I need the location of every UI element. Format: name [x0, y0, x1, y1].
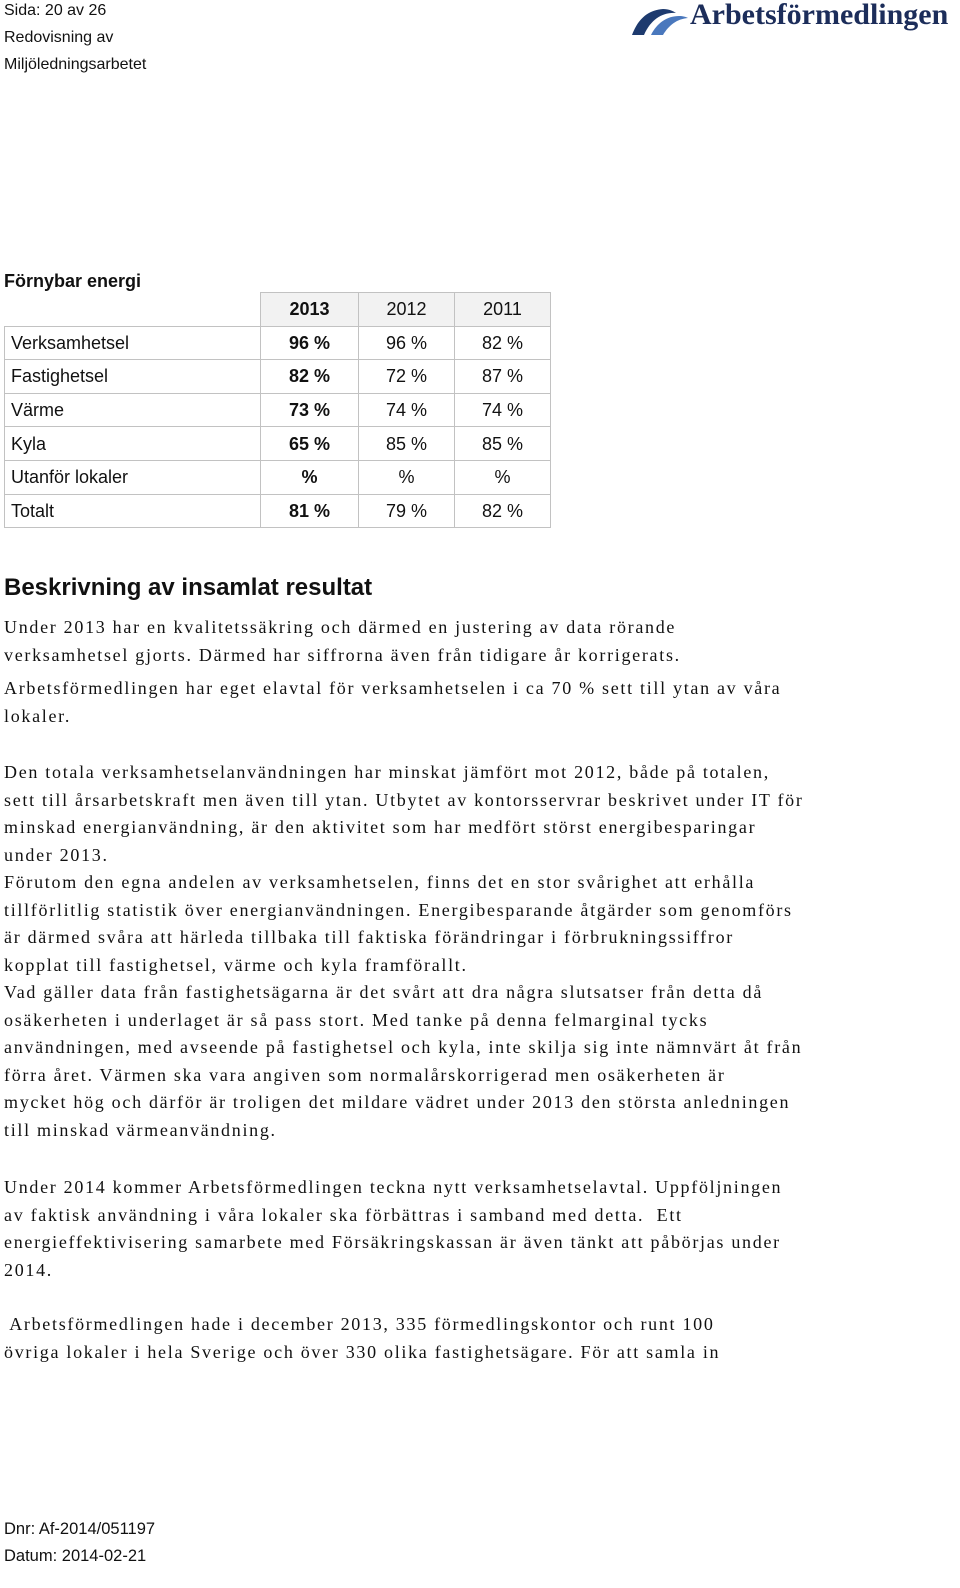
table-cell: 96 % — [261, 326, 359, 360]
paragraph-line: Den totala verksamhetselanvändningen har minskat jämfört mot 2012, både på totalen, — [4, 762, 770, 782]
column-header: 2012 — [359, 293, 455, 327]
body-paragraph — [4, 1174, 954, 1284]
table-cell: 65 % — [261, 427, 359, 461]
paragraph-line: Under 2014 kommer Arbetsförmedlingen teckna nytt verksamhetselavtal. Uppföljningen — [4, 1177, 783, 1197]
document-reference-number: Dnr: Af-2014/051197 — [4, 1520, 156, 1538]
table-cell: 87 % — [455, 360, 551, 394]
table-cell: 72 % — [359, 360, 455, 394]
table-row — [5, 393, 551, 427]
body-paragraph — [4, 759, 954, 869]
paragraph-line: av faktisk användning i våra lokaler ska förbättras i samband med detta. Ett — [4, 1204, 683, 1225]
document-title-line-2: Miljöledningsarbetet — [4, 56, 147, 73]
paragraph-line: lokaler. — [4, 705, 72, 726]
table-cell: 82 % — [455, 494, 551, 528]
table-cell: 79 % — [359, 494, 455, 528]
table-cell: % — [455, 460, 551, 494]
body-paragraph — [4, 869, 954, 979]
page-number: Sida: 20 av 26 — [4, 2, 107, 19]
table-corner-cell — [5, 293, 261, 327]
paragraph-line: till minskad värmeanvändning. — [4, 1119, 277, 1140]
paragraph-line: minskad energianvändning, är den aktivitet som har medfört störst energibesparingar — [4, 817, 757, 837]
paragraph-line: är därmed svåra att härleda tillbaka till faktiska förändringar i förbrukningssiffror — [4, 927, 734, 947]
paragraph-line: Förutom den egna andelen av verksamhetselen, finns det en stor svårighet att erhålla — [4, 872, 756, 892]
page-footer — [4, 1516, 155, 1570]
document-date: Datum: 2014-02-21 — [4, 1547, 147, 1565]
paragraph-line: kopplat till fastighetsel, värme och kyla framförallt. — [4, 954, 468, 975]
paragraph-line: osäkerheten i underlaget är så pass stort. Med tanke på denna felmarginal tycks — [4, 1009, 709, 1030]
table-cell: 74 % — [359, 393, 455, 427]
table-cell: 82 % — [455, 326, 551, 360]
paragraph-line: sett till årsarbetskraft men även till ytan. Utbytet av kontorsservrar beskrivet under IT för — [4, 789, 804, 810]
table-cell: 73 % — [261, 393, 359, 427]
row-label: Utanför lokaler — [5, 460, 261, 494]
paragraph-line: 2014. — [4, 1259, 53, 1280]
table-cell: 82 % — [261, 360, 359, 394]
table-row — [5, 427, 551, 461]
renewable-energy-table — [4, 292, 551, 528]
paragraph-line: mycket hög och därför är troligen det mildare vädret under 2013 den största anledningen — [4, 1092, 791, 1112]
paragraph-line: under 2013. — [4, 844, 109, 865]
table-cell: 85 % — [455, 427, 551, 461]
document-title-line-1: Redovisning av — [4, 29, 114, 46]
table-row — [5, 360, 551, 394]
body-paragraph — [4, 675, 954, 730]
row-label: Totalt — [5, 494, 261, 528]
table-cell: 74 % — [455, 393, 551, 427]
paragraph-line: förra året. Värmen ska vara angiven som normalårskorrigerad men osäkerheten är — [4, 1064, 726, 1085]
arbetsformedlingen-logo — [630, 0, 950, 44]
paragraph-line: Under 2013 har en kvalitetssäkring och därmed en justering av data rörande — [4, 617, 677, 637]
column-header: 2013 — [261, 293, 359, 327]
row-label: Verksamhetsel — [5, 326, 261, 360]
paragraph-line: användningen, med avseende på fastighetsel och kyla, inte skilja sig inte nämnvärt åt från — [4, 1037, 803, 1057]
body-paragraph — [4, 979, 954, 1144]
paragraph-line: verksamhetsel gjorts. Därmed har siffrorna även från tidigare år korrigerats. — [4, 644, 681, 665]
table-cell: % — [359, 460, 455, 494]
paragraph-line: Arbetsförmedlingen har eget elavtal för verksamhetselen i ca 70 % sett till ytan av våra — [4, 678, 782, 698]
row-label: Värme — [5, 393, 261, 427]
logo-wordmark: Arbetsförmedlingen — [690, 0, 949, 31]
table-row — [5, 494, 551, 528]
table-header-row — [5, 293, 551, 327]
section-title-description: Beskrivning av insamlat resultat — [4, 574, 373, 601]
paragraph-line: övriga lokaler i hela Sverige och över 330 olika fastighetsägare. För att samla in — [4, 1341, 721, 1362]
body-paragraph — [4, 614, 954, 669]
paragraph-line: tillförlitlig statistik över energianvändningen. Energibesparande åtgärder som genomförs — [4, 899, 793, 920]
row-label: Kyla — [5, 427, 261, 461]
column-header: 2011 — [455, 293, 551, 327]
table-cell: 96 % — [359, 326, 455, 360]
section-title-renewable-energy: Förnybar energi — [4, 271, 142, 291]
table-cell: 81 % — [261, 494, 359, 528]
row-label: Fastighetsel — [5, 360, 261, 394]
logo-icon — [630, 4, 690, 38]
table-cell: % — [261, 460, 359, 494]
paragraph-line: Vad gäller data från fastighetsägarna är det svårt att dra några slutsatser från detta då — [4, 982, 764, 1002]
table-cell: 85 % — [359, 427, 455, 461]
page-header — [4, 0, 146, 78]
table-row — [5, 326, 551, 360]
paragraph-line: Arbetsförmedlingen hade i december 2013, 335 förmedlingskontor och runt 100 — [4, 1314, 715, 1334]
body-paragraph — [4, 1311, 954, 1366]
table-row — [5, 460, 551, 494]
paragraph-line: energieffektivisering samarbete med Försäkringskassan är även tänkt att påbörjas under — [4, 1232, 781, 1252]
